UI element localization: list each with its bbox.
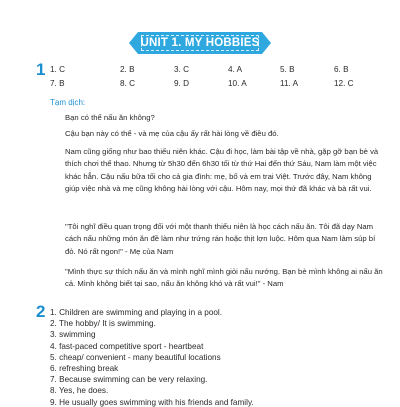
unit-title: UNIT 1. MY HOBBIES: [140, 37, 260, 49]
translation-label: Tạm dịch:: [50, 98, 86, 107]
section-2-item-9: 9. He usually goes swimming with his friends and family.: [50, 397, 254, 407]
translation-paragraph-3: Nam cũng giống như bao thiếu niên khác. Cậu đi học, làm bài tập về nhà, gặp gỡ bạn bè và thích chơi thể thao. Nhưng từ 5h30 đến 6h30 tối từ thứ Hai đến thứ Sáu, Nam làm một việc khác hẳn. Cậu nấu bữa tối cho cả gia đình: mẹ, bố và em trai Việt. Trước đây, Nam không giúp việc nhà và mẹ cũng không hài lòng với cậu. Hôm nay, mọi thứ đã khác và bà rất vui.: [65, 147, 379, 193]
section-2-item-4: 4. fast-paced competitive sport - heartbeat: [50, 341, 204, 351]
section-1-number: 1: [36, 60, 46, 79]
section-2-item-5: 5. cheap/ convenient - many beautiful locations: [50, 352, 221, 362]
answer-8: 8. C: [120, 79, 136, 88]
section-2-item-7: 7. Because swimming can be very relaxing.: [50, 375, 208, 385]
answer-1: 1. C: [50, 65, 66, 74]
translation-paragraph-2: Cậu bạn này có thể - và mẹ của cậu ấy rất hài lòng về điều đó.: [65, 129, 279, 138]
section-2-item-3: 3. swimming: [50, 330, 96, 340]
translation-paragraph-4: "Tôi nghĩ điều quan trọng đối với một thanh thiếu niên là học cách nấu ăn. Tôi đã dạy Nam cách nấu những món ăn đề làm như trứng rán hoặc thịt lợn luộc. Hôm qua Nam làm súp bí đỏ. Nó rất ngon!" - Mẹ của Nam: [65, 222, 376, 256]
answer-10: 10. A: [228, 79, 247, 88]
banner-inner: [141, 35, 259, 51]
section-2-number: 2: [36, 302, 46, 321]
translation-paragraph-5: "Mình thực sự thích nấu ăn và mình nghĩ mình giỏi nấu nướng. Bạn bè mình không ai nấu ăn cả. Mình không biết tại sao, nấu ăn không khó và rất vui!" - Nam: [65, 267, 383, 289]
section-2-item-2: 2. The hobby/ It is swimming.: [50, 319, 156, 329]
answer-7: 7. B: [50, 79, 65, 88]
answer-2: 2. B: [120, 65, 135, 74]
answer-6: 6. B: [334, 65, 349, 74]
answer-5: 5. B: [280, 65, 295, 74]
section-2-item-1: 1. Children are swimming and playing in a pool.: [50, 308, 223, 317]
section-2-item-8: 8. Yes, he does.: [50, 386, 109, 396]
answer-9: 9. D: [174, 79, 190, 88]
answer-11: 11. A: [280, 79, 299, 88]
answer-12: 12. C: [334, 79, 354, 88]
translation-paragraph-1: Bạn có thể nấu ăn không?: [65, 113, 155, 122]
unit-title-banner: [138, 32, 262, 54]
answer-3: 3. C: [174, 65, 190, 74]
section-2-item-6: 6. refreshing break: [50, 364, 119, 373]
answer-4: 4. A: [228, 65, 243, 74]
